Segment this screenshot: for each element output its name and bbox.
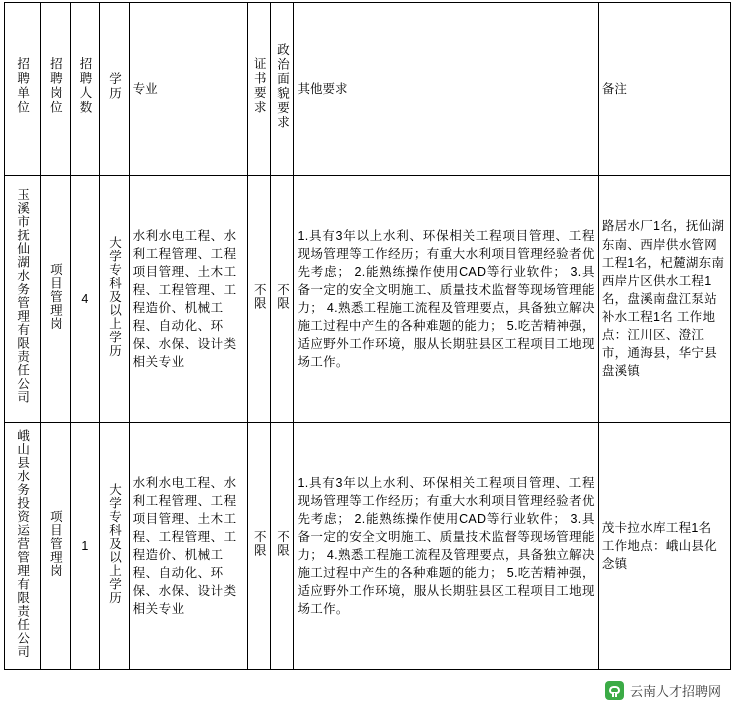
cell-political: 不限	[271, 176, 294, 423]
table-header-row	[5, 3, 731, 176]
cell-remark: 茂卡拉水库工程1名 工作地点：峨山县化念镇	[598, 423, 730, 670]
watermark-label: 云南人才招聘网	[629, 684, 721, 699]
cell-number: 4	[70, 176, 100, 423]
table-row	[5, 423, 731, 670]
cell-education: 大学专科及以上学历	[100, 423, 130, 670]
cell-major: 水利水电工程、水利工程管理、工程项目管理、土木工程、工程管理、工程造价、机械工程、自动化、环保、水保、设计类相关专业	[129, 423, 247, 670]
header-education: 学历	[100, 3, 130, 176]
header-other: 其他要求	[294, 3, 598, 176]
cell-other: 1.具有3年以上水利、环保相关工程项目管理、工程现场管理等工作经历；有重大水利项目管理经验者优先考虑； 2.能熟练操作使用CAD等行业软件； 3.具备一定的安全文明施工、质量技术监督等现场管理能力； 4.熟悉工程施工流程及管理要点，具备独立解决施工过程中产生的各种难题的能力； 5.吃苦精神强，适应野外工作环境，服从长期驻县区工程项目工地现场工作。	[294, 176, 598, 423]
document-page	[0, 2, 735, 710]
wechat-logo-icon	[605, 681, 624, 700]
cell-number: 1	[70, 423, 100, 670]
cell-major: 水利水电工程、水利工程管理、工程项目管理、土木工程、工程管理、工程造价、机械工程、自动化、环保、水保、设计类相关专业	[129, 176, 247, 423]
header-number: 招聘人数	[70, 3, 100, 176]
cell-post: 项目管理岗	[40, 423, 70, 670]
cell-remark: 路居水厂1名，抚仙湖东南、西岸供水管网工程1名，杞麓湖东南西岸片区供水工程1名，盘溪南盘江泵站补水工程1名 工作地点：江川区、澄江市，通海县，华宁县盘溪镇	[598, 176, 730, 423]
header-major: 专业	[129, 3, 247, 176]
cell-certificate: 不限	[248, 176, 271, 423]
cell-political: 不限	[271, 423, 294, 670]
header-political: 政治面貌要求	[271, 3, 294, 176]
header-certificate: 证书要求	[248, 3, 271, 176]
cell-other: 1.具有3年以上水利、环保相关工程项目管理、工程现场管理等工作经历；有重大水利项目管理经验者优先考虑； 2.能熟练操作使用CAD等行业软件； 3.具备一定的安全文明施工、质量技术监督等现场管理能力； 4.熟悉工程施工流程及管理要点，具备独立解决施工过程中产生的各种难题的能力； 5.吃苦精神强，适应野外工作环境，服从长期驻县区工程项目工地现场工作。	[294, 423, 598, 670]
recruitment-table	[4, 2, 731, 670]
watermark-badge	[601, 679, 725, 702]
cell-unit: 峨山县水务投资运营管理有限责任公司	[5, 423, 41, 670]
header-unit: 招聘单位	[5, 3, 41, 176]
cell-post: 项目管理岗	[40, 176, 70, 423]
cell-certificate: 不限	[248, 423, 271, 670]
cell-education: 大学专科及以上学历	[100, 176, 130, 423]
table-row	[5, 176, 731, 423]
cell-unit: 玉溪市抚仙湖水务管理有限责任公司	[5, 176, 41, 423]
header-remark: 备注	[598, 3, 730, 176]
header-post: 招聘岗位	[40, 3, 70, 176]
